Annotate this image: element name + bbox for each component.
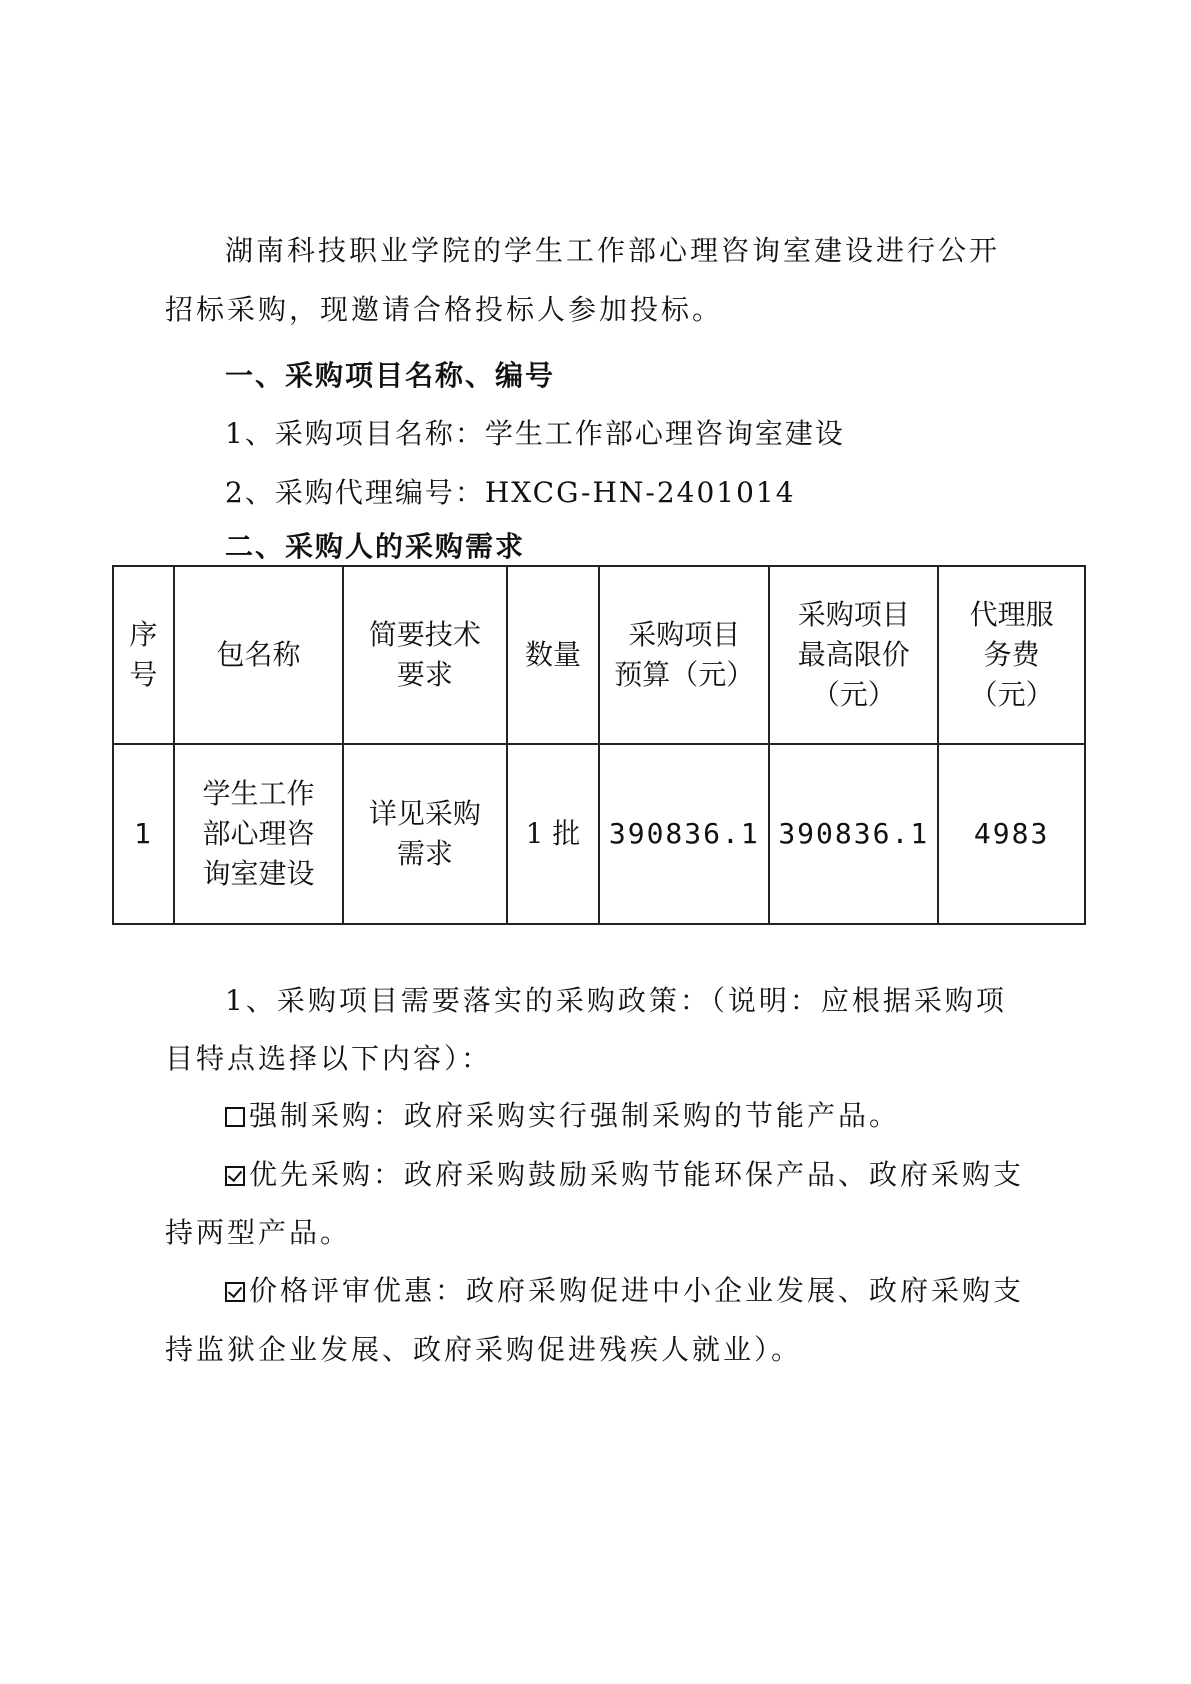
procurement-table	[112, 565, 1086, 925]
header-quantity: 数量	[507, 566, 600, 744]
policy-option-mandatory	[225, 1096, 900, 1136]
cell-budget: 390836.1	[599, 744, 769, 924]
intro-line-1: 湖南科技职业学院的学生工作部心理咨询室建设进行公开	[225, 234, 1001, 267]
project-code-line: 2、采购代理编号：HXCG-HN-2401014	[225, 476, 796, 509]
policy-option-price-review-cont: 持监狱企业发展、政府采购促进残疾人就业）。	[165, 1333, 803, 1366]
policy-option-priority	[225, 1155, 1024, 1195]
project-name-line: 1、采购项目名称：学生工作部心理咨询室建设	[225, 417, 845, 450]
policy-option-text: 优先采购：政府采购鼓励采购节能环保产品、政府采购支	[249, 1158, 1025, 1191]
checkbox-unchecked-icon	[225, 1107, 245, 1127]
header-tech-requirements: 简要技术 要求	[343, 566, 506, 744]
intro-line-2: 招标采购，现邀请合格投标人参加投标。	[165, 293, 724, 326]
header-package-name: 包名称	[174, 566, 343, 744]
cell-package-name: 学生工作 部心理咨 询室建设	[174, 744, 343, 924]
policy-option-text: 强制采购：政府采购实行强制采购的节能产品。	[249, 1099, 901, 1132]
table-row	[113, 744, 1085, 924]
header-max-price: 采购项目 最高限价 （元）	[769, 566, 938, 744]
policy-line-2: 目特点选择以下内容）：	[165, 1042, 493, 1075]
checkbox-checked-icon	[225, 1282, 245, 1302]
cell-tech-requirements: 详见采购 需求	[343, 744, 506, 924]
cell-quantity: 1 批	[507, 744, 600, 924]
section-1-heading: 一、采购项目名称、编号	[225, 359, 556, 392]
policy-option-priority-cont: 持两型产品。	[165, 1216, 352, 1249]
policy-option-text: 价格评审优惠：政府采购促进中小企业发展、政府采购支	[249, 1274, 1025, 1307]
policy-line-1: 1、采购项目需要落实的采购政策：（说明：应根据采购项	[225, 984, 1007, 1017]
cell-max-price: 390836.1	[769, 744, 938, 924]
header-budget: 采购项目 预算（元）	[599, 566, 769, 744]
table-header-row	[113, 566, 1085, 744]
policy-option-price-review	[225, 1271, 1024, 1311]
cell-index: 1	[113, 744, 174, 924]
header-agency-fee: 代理服 务费 （元）	[938, 566, 1085, 744]
header-index: 序 号	[113, 566, 174, 744]
cell-agency-fee: 4983	[938, 744, 1085, 924]
section-2-heading: 二、采购人的采购需求	[225, 530, 526, 563]
checkbox-checked-icon	[225, 1166, 245, 1186]
